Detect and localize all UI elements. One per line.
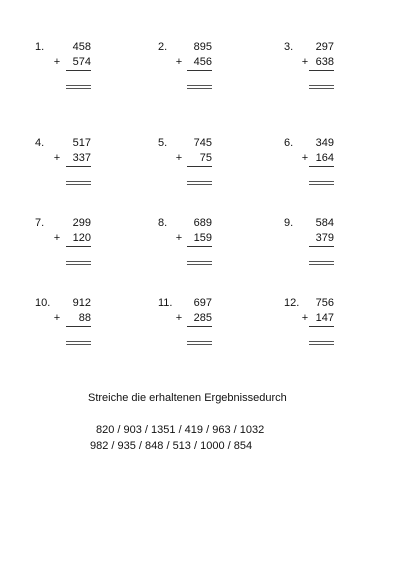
problem-number: 4. <box>35 137 45 149</box>
answers-line-1: 820 / 903 / 1351 / 419 / 963 / 1032 <box>96 424 265 436</box>
addend-bottom: 164 <box>315 152 334 164</box>
addend-bottom: 574 <box>72 56 91 68</box>
addend-bottom: 159 <box>193 232 212 244</box>
problem-2 <box>158 40 258 100</box>
problem-number: 10. <box>35 297 51 309</box>
addend-bottom: 337 <box>72 152 91 164</box>
problem-11 <box>158 296 258 356</box>
addend-top: 349 <box>315 137 334 149</box>
instruction-text: Streiche die erhaltenen Ergebnissedurch <box>88 392 287 404</box>
underline <box>309 246 334 247</box>
addend-bottom: 147 <box>315 312 334 324</box>
underline <box>66 326 91 327</box>
addend-top: 299 <box>72 217 91 229</box>
plus-sign: + <box>175 312 183 324</box>
answers-line-2: 982 / 935 / 848 / 513 / 1000 / 854 <box>90 440 253 452</box>
underline <box>309 70 334 71</box>
answer-line <box>66 85 91 89</box>
answer-line <box>66 261 91 265</box>
underline <box>187 246 212 247</box>
answer-line <box>309 261 334 265</box>
problem-7 <box>35 216 135 276</box>
underline <box>187 70 212 71</box>
addend-top: 297 <box>315 41 334 53</box>
answer-line <box>309 181 334 185</box>
underline <box>66 246 91 247</box>
answer-line <box>187 85 212 89</box>
addend-bottom: 638 <box>315 56 334 68</box>
addend-top: 517 <box>72 137 91 149</box>
addend-top: 458 <box>72 41 91 53</box>
underline <box>309 326 334 327</box>
underline <box>187 166 212 167</box>
problem-number: 9. <box>284 217 294 229</box>
problem-8 <box>158 216 258 276</box>
problem-number: 3. <box>284 41 294 53</box>
problem-4 <box>35 136 135 196</box>
problem-number: 12. <box>284 297 300 309</box>
addend-bottom: 88 <box>78 312 91 324</box>
addend-bottom: 120 <box>72 232 91 244</box>
answer-line <box>309 341 334 345</box>
underline <box>309 166 334 167</box>
answer-line <box>66 181 91 185</box>
plus-sign: + <box>175 152 183 164</box>
addend-top: 912 <box>72 297 91 309</box>
problem-number: 6. <box>284 137 294 149</box>
plus-sign: + <box>175 56 183 68</box>
plus-sign: + <box>175 232 183 244</box>
answer-line <box>187 261 212 265</box>
problem-number: 8. <box>158 217 168 229</box>
addend-bottom: 75 <box>199 152 212 164</box>
addend-top: 745 <box>193 137 212 149</box>
problem-number: 5. <box>158 137 168 149</box>
problem-number: 1. <box>35 41 45 53</box>
problem-10 <box>35 296 135 356</box>
plus-sign: + <box>53 232 61 244</box>
problem-5 <box>158 136 258 196</box>
problem-12 <box>284 296 384 356</box>
problem-number: 7. <box>35 217 45 229</box>
plus-sign: + <box>301 152 309 164</box>
addend-bottom: 456 <box>193 56 212 68</box>
problem-6 <box>284 136 384 196</box>
plus-sign: + <box>301 312 309 324</box>
addend-top: 895 <box>193 41 212 53</box>
problem-9 <box>284 216 384 276</box>
addend-top: 584 <box>315 217 334 229</box>
answer-line <box>309 85 334 89</box>
answer-line <box>187 341 212 345</box>
answer-line <box>66 341 91 345</box>
problem-1 <box>35 40 135 100</box>
answer-line <box>187 181 212 185</box>
plus-sign: + <box>53 56 61 68</box>
problem-3 <box>284 40 384 100</box>
plus-sign: + <box>301 56 309 68</box>
underline <box>187 326 212 327</box>
addend-top: 697 <box>193 297 212 309</box>
underline <box>66 70 91 71</box>
problem-number: 11. <box>158 297 173 309</box>
problem-number: 2. <box>158 41 168 53</box>
plus-sign: + <box>53 312 61 324</box>
plus-sign: + <box>53 152 61 164</box>
underline <box>66 166 91 167</box>
addend-bottom: 379 <box>315 232 334 244</box>
addend-top: 689 <box>193 217 212 229</box>
addend-bottom: 285 <box>193 312 212 324</box>
addend-top: 756 <box>315 297 334 309</box>
